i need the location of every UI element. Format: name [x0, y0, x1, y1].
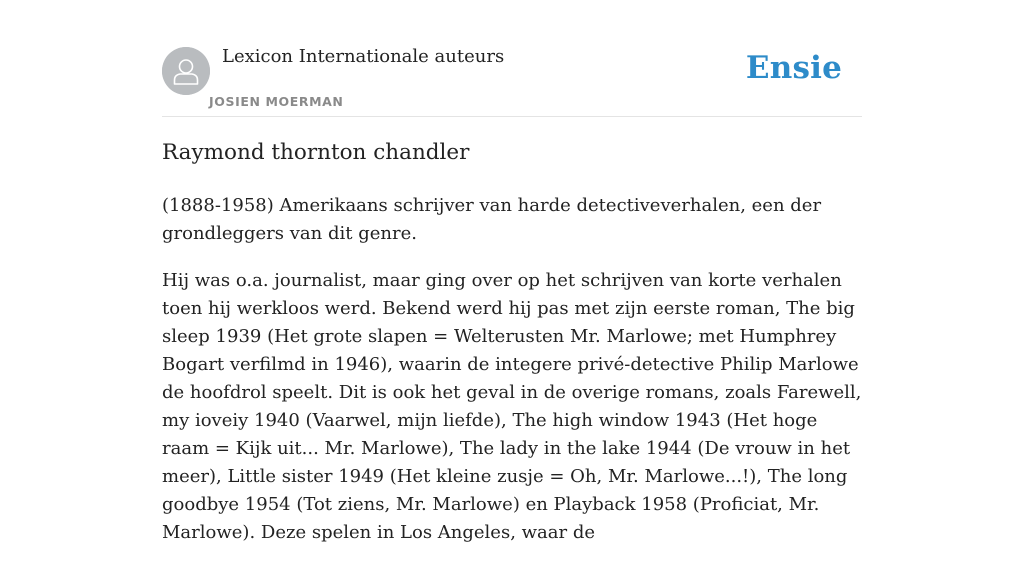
article-paragraph: Hij was o.a. journalist, maar ging over op het schrijven van korte verhalen toen hij werkloos werd. Bekend werd hij pas met zijn eerste roman, The big sleep 1939 (Het grote slapen = Welterusten Mr. Marlowe; met Humphrey Bogart verfilmd in 1946), waarin de integere privé-detective Philip Marlowe de hoofdrol speelt. Dit is ook het geval in de overige romans, zoals Farewell, my ioveiy 1940 (Vaarwel, mijn liefde), The high window 1943 (Het hoge raam = Kijk uit... Mr. Marlowe), The lady in the lake 1944 (De vrouw in het meer), Little sister 1949 (Het kleine zusje = Oh, Mr. Marlowe...!), The long goodbye 1954 (Tot ziens, Mr. Marlowe) en Playback 1958 (Proficiat, Mr. Marlowe). Deze spelen in Los Angeles, waar de — [162, 270, 862, 543]
article-title: Raymond thornton chandler — [162, 140, 470, 165]
user-avatar-icon — [162, 47, 210, 95]
article-body — [162, 192, 867, 566]
source-title[interactable]: Lexicon Internationale auteurs — [222, 46, 505, 67]
author-name[interactable]: JOSIEN MOERMAN — [209, 94, 344, 109]
brand-logo[interactable]: Ensie — [745, 50, 842, 86]
article-paragraph: (1888-1958) Amerikaans schrijver van harde detectiveverhalen, een der grondleggers van dit genre. — [162, 195, 822, 244]
source-header — [162, 40, 862, 117]
author-avatar[interactable] — [162, 47, 210, 95]
